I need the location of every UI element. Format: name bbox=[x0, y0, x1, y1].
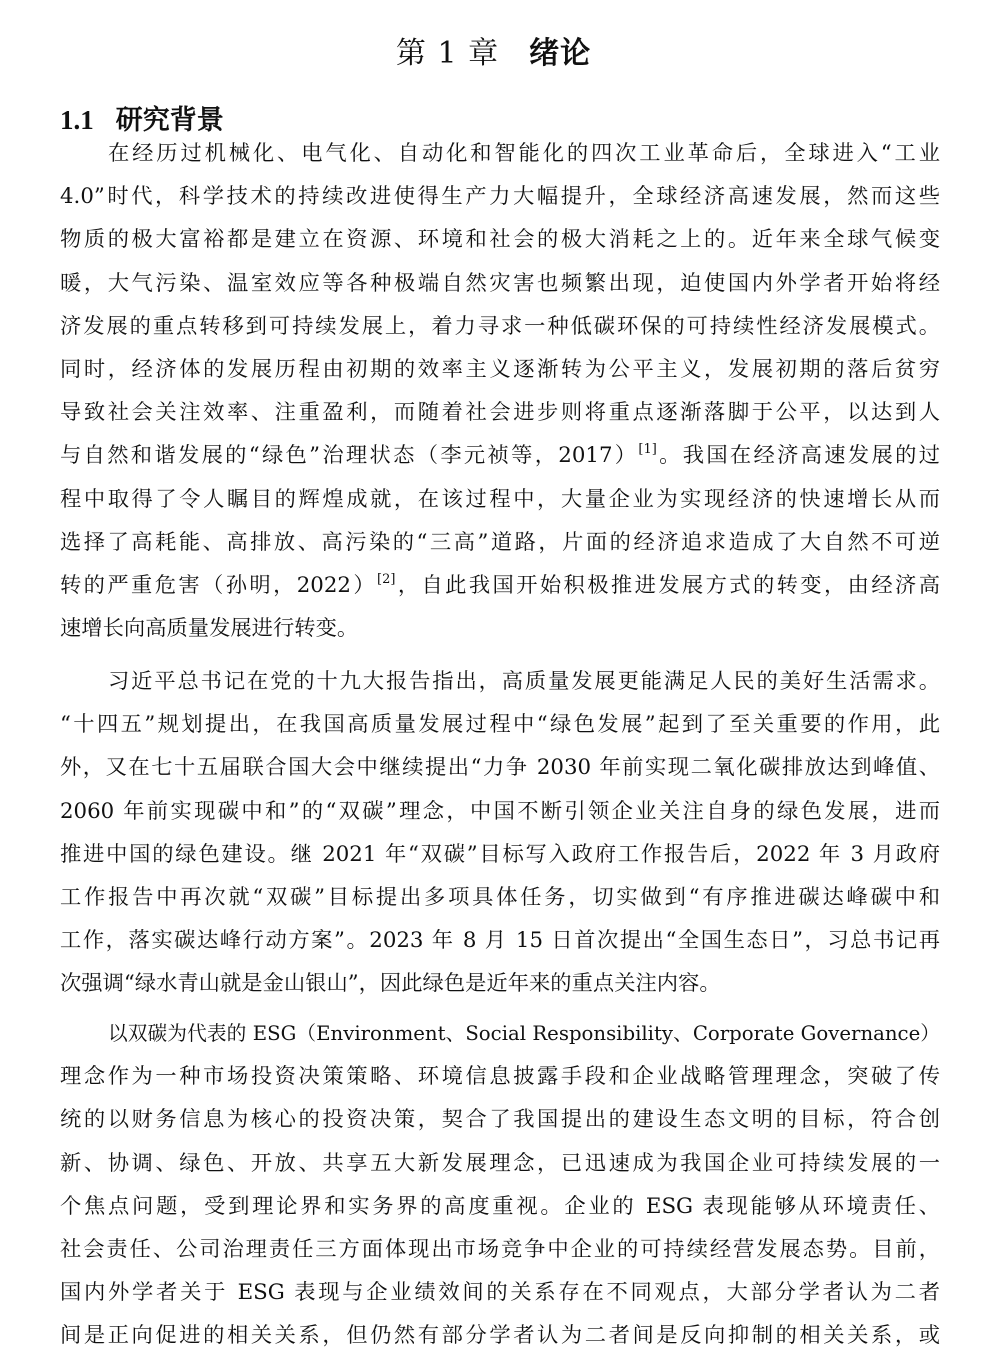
section-number: 1.1 bbox=[60, 105, 94, 136]
paragraph-line: 工作，落实碳达峰行动方案”。2023 年 8 月 15 日首次提出“全国生态日”，习总书记再 bbox=[60, 928, 940, 954]
paragraph-line: 物质的极大富裕都是建立在资源、环境和社会的极大消耗之上的。近年来全球气候变 bbox=[60, 227, 940, 253]
paragraph-line-with-citation bbox=[60, 434, 940, 477]
chapter-title bbox=[0, 34, 987, 74]
paragraph-line-with-citation bbox=[60, 564, 940, 607]
paragraph-line: 统的以财务信息为核心的投资决策，契合了我国提出的建设生态文明的目标，符合创 bbox=[60, 1107, 940, 1133]
paragraph-line: 新、协调、绿色、开放、共享五大新发展理念，已迅速成为我国企业可持续发展的一 bbox=[60, 1150, 940, 1176]
paragraph-2 bbox=[60, 660, 940, 1006]
paragraph-line: 程中取得了令人瞩目的辉煌成就，在该过程中，大量企业为实现经济的快速增长从而 bbox=[60, 486, 940, 512]
paragraph-line: 理念作为一种市场投资决策策略、环境信息披露手段和企业战略管理理念，突破了传 bbox=[60, 1064, 940, 1090]
chapter-number: 第 1 章 bbox=[395, 36, 500, 72]
paragraph-line: 速增长向高质量发展进行转变。 bbox=[60, 616, 359, 642]
citation-text-after: 。我国在经济高速发展的过 bbox=[656, 443, 940, 469]
paragraph-line: 国内外学者关于 ESG 表现与企业绩效间的关系存在不同观点，大部分学者认为二者 bbox=[60, 1280, 940, 1306]
paragraph-line: 2060 年前实现碳中和”的“双碳”理念，中国不断引领企业关注自身的绿色发展，进而 bbox=[60, 798, 940, 824]
citation-text-before: 转的严重危害（孙明，2022） bbox=[60, 572, 378, 598]
paragraph-line: 习近平总书记在党的十九大报告指出，高质量发展更能满足人民的美好生活需求。 bbox=[108, 669, 940, 694]
paragraph-line: 同时，经济体的发展历程由初期的效率主义逐渐转为公平主义，发展初期的落后贫穷 bbox=[60, 356, 940, 382]
section-name: 研究背景 bbox=[115, 105, 224, 137]
paragraph-line: 以双碳为代表的 ESG（Environment、Social Responsibility、Corporate Governance） bbox=[108, 1022, 940, 1045]
paragraph-line: 外，又在七十五届联合国大会中继续提出“力争 2030 年前实现二氧化碳排放达到峰值、 bbox=[60, 755, 940, 781]
citation-text-before: 与自然和谐发展的“绿色”治理状态（李元祯等，2017） bbox=[60, 443, 639, 469]
paragraph-line: 暖，大气污染、温室效应等各种极端自然灾害也频繁出现，迫使国内外学者开始将经 bbox=[60, 270, 940, 296]
paragraph-line: 工作报告中再次就“双碳”目标提出多项具体任务，切实做到“有序推进碳达峰碳中和 bbox=[60, 884, 940, 910]
citation-ref-2: [2] bbox=[377, 571, 396, 587]
paragraph-line: 次强调“绿水青山就是金山银山”，因此绿色是近年来的重点关注内容。 bbox=[60, 971, 721, 997]
paragraph-line: 社会责任、公司治理责任三方面体现出市场竞争中企业的可持续经营发展态势。目前， bbox=[60, 1236, 940, 1262]
paragraph-line: 导致社会关注效率、注重盈利，而随着社会进步则将重点逐渐落脚于公平，以达到人 bbox=[60, 400, 940, 426]
paragraph-line: 间是正向促进的相关关系，但仍然有部分学者认为二者间是反向抑制的相关关系，或 bbox=[60, 1323, 940, 1349]
paragraph-line: 选择了高耗能、高排放、高污染的“三高”道路，片面的经济追求造成了大自然不可逆 bbox=[60, 529, 940, 555]
paragraph-line: 济发展的重点转移到可持续发展上，着力寻求一种低碳环保的可持续性经济发展模式。 bbox=[60, 313, 940, 339]
chapter-name: 绪论 bbox=[529, 36, 592, 72]
paragraph-3 bbox=[60, 1012, 940, 1358]
paragraph-line: 推进中国的绿色建设。继 2021 年“双碳”目标写入政府工作报告后，2022 年 3 月政府 bbox=[60, 841, 940, 867]
paragraph-1 bbox=[60, 132, 940, 650]
paragraph-line: 个焦点问题，受到理论界和实务界的高度重视。企业的 ESG 表现能够从环境责任、 bbox=[60, 1193, 940, 1219]
paragraph-line: 4.0”时代，科学技术的持续改进使得生产力大幅提升，全球经济高速发展，然而这些 bbox=[60, 184, 940, 210]
paragraph-line: 在经历过机械化、电气化、自动化和智能化的四次工业革命后，全球进入“工业 bbox=[108, 141, 940, 166]
citation-text-after: ，自此我国开始积极推进发展方式的转变，由经济高 bbox=[395, 572, 940, 598]
paragraph-line: “十四五”规划提出，在我国高质量发展过程中“绿色发展”起到了至关重要的作用，此 bbox=[60, 712, 940, 738]
citation-ref-1: [1] bbox=[638, 442, 657, 458]
